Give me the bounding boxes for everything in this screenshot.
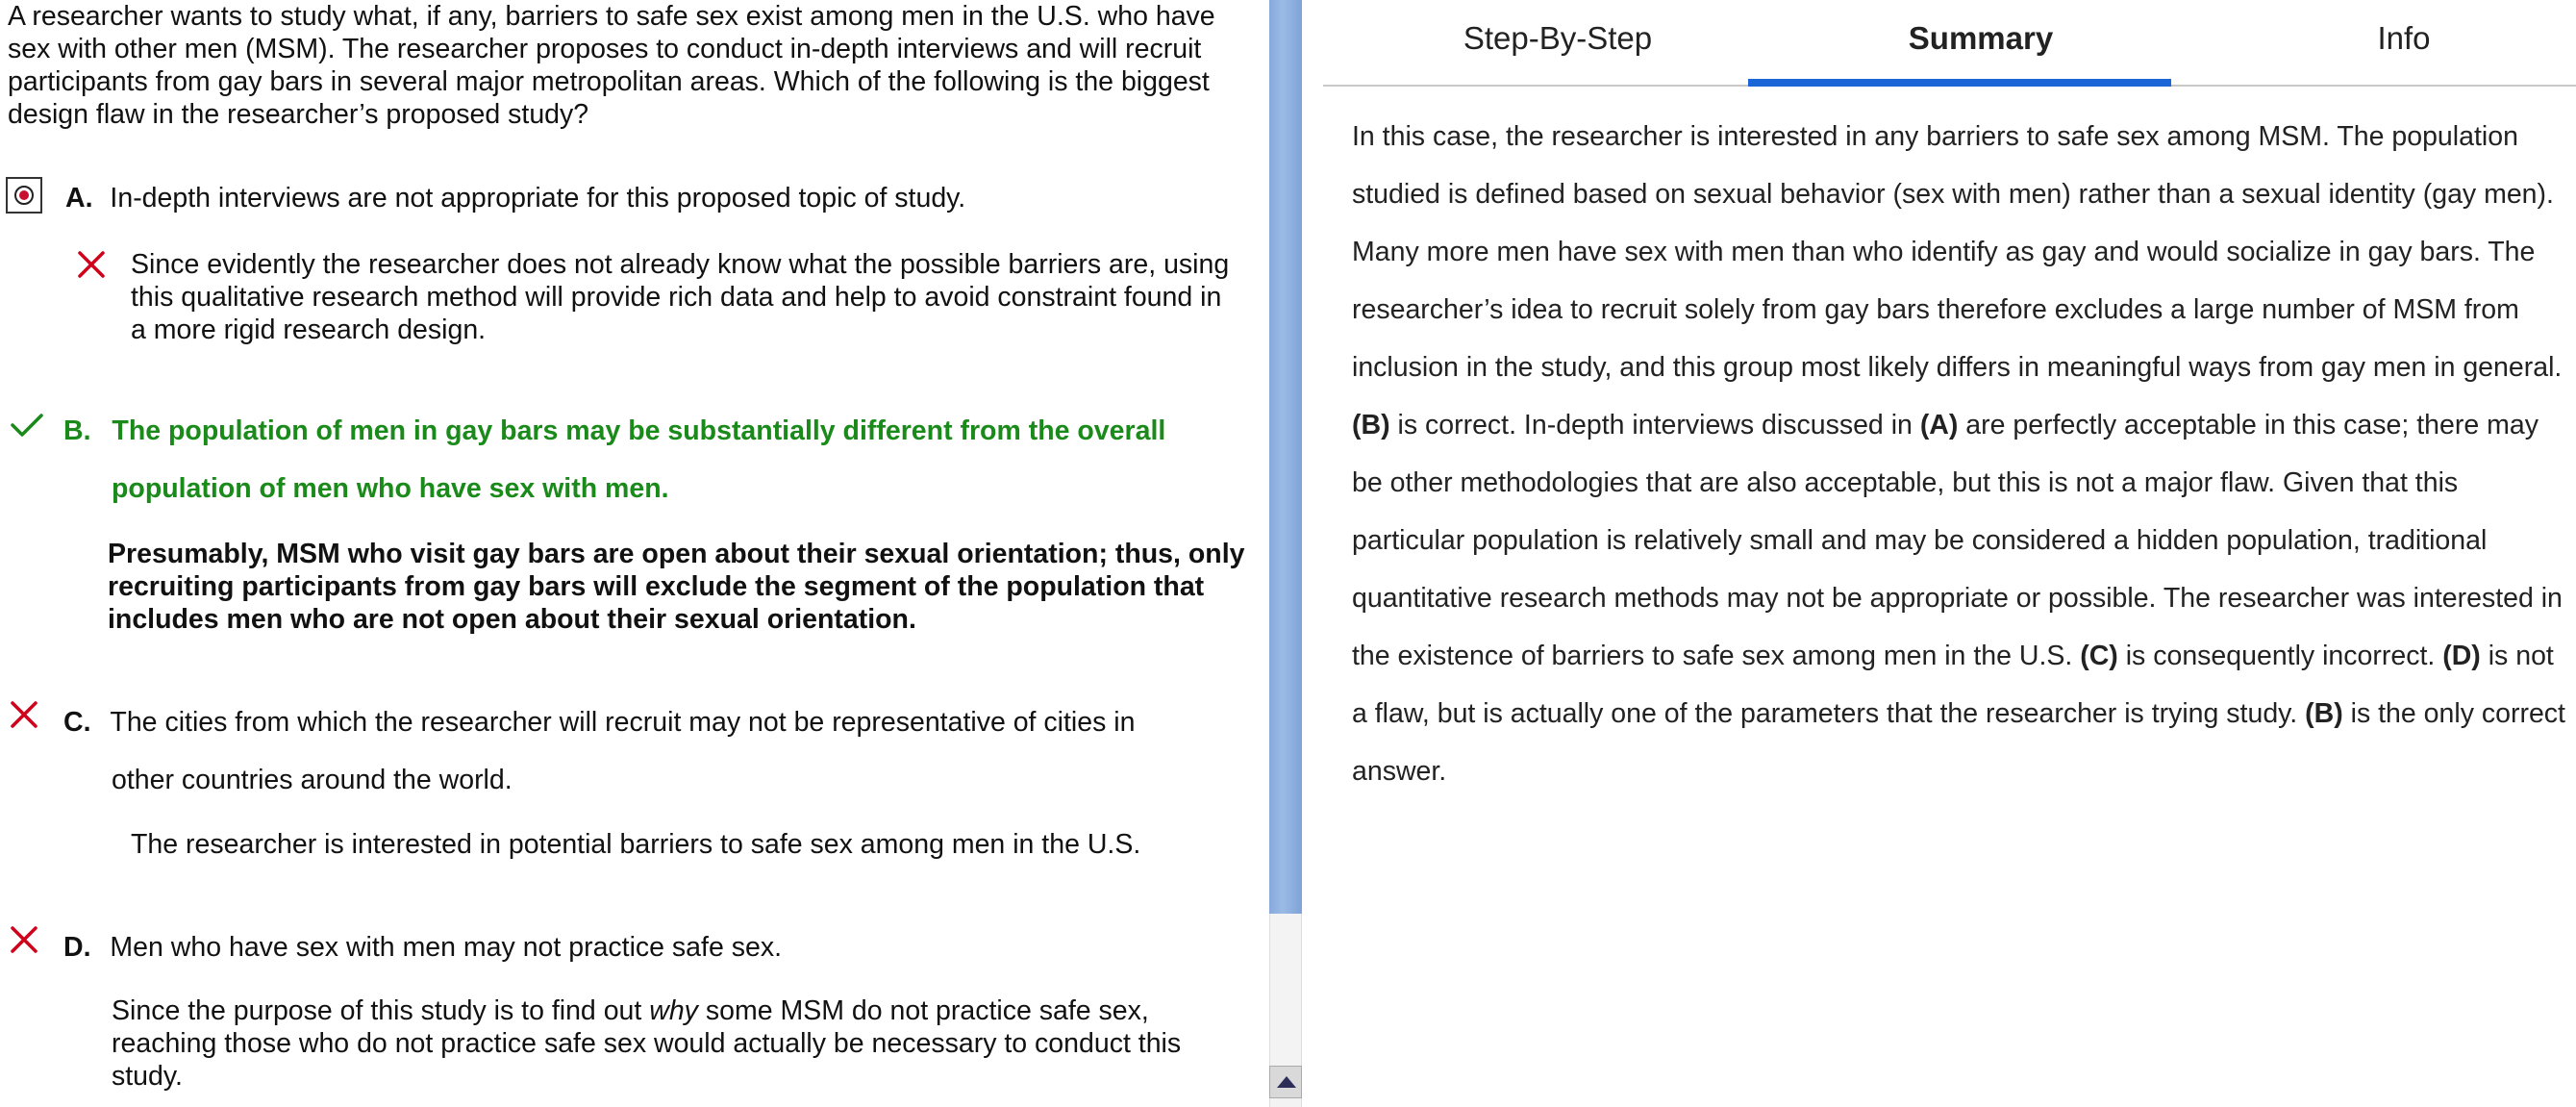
tab-bar: [1323, 0, 2576, 87]
choice-b-text-line2: population of men who have sex with men.: [112, 473, 669, 504]
choice-a[interactable]: [65, 182, 965, 214]
explanation-pane: [1302, 0, 2576, 1107]
summary-s3: are perfectly acceptable in this case; there may be other methodologies that are also acceptable, but this is not a major flaw. Given that this particular population is relatively small and may be considered a hidden population, traditional quantitative research methods may not be appropriate or possible. The researcher was interested in the existence of barriers to safe sex among men in the U.S.: [1352, 410, 2563, 671]
summary-ref-c: (C): [2080, 641, 2118, 671]
choice-b-text-line1: The population of men in gay bars may be substantially different from the overall: [112, 415, 1166, 446]
summary-ref-b: (B): [1352, 410, 1390, 440]
choice-b-explanation: Presumably, MSM who visit gay bars are open about their sexual orientation; thus, only recruiting participants from gay bars will exclude the segment of the population that includes men who are not open about their sexual orientation.: [108, 539, 1245, 635]
choice-a-explanation: Since evidently the researcher does not already know what the possible barriers are, using this qualitative research method will provide rich data and help to avoid constraint found in a more rigid research design.: [131, 249, 1230, 345]
summary-s6: is the only correct answer.: [1352, 698, 2565, 787]
x-mark-icon: [10, 925, 38, 954]
tab-summary[interactable]: Summary: [1908, 20, 2054, 56]
active-tab-indicator: [1748, 79, 2171, 87]
scroll-up-arrow-icon: [1277, 1076, 1296, 1088]
checkmark-icon: [10, 412, 44, 439]
choice-d-letter: D.: [63, 932, 91, 963]
x-mark-icon: [10, 700, 38, 729]
choice-c-explanation: The researcher is interested in potential barriers to safe sex among men in the U.S.: [131, 829, 1141, 860]
choice-a-letter: A.: [65, 183, 93, 214]
question-pane: [0, 0, 1269, 1107]
summary-s5: is not a flaw, but is actually one of the parameters that the researcher is trying study.: [1352, 641, 2554, 729]
summary-ref-b2: (B): [2305, 698, 2343, 729]
tab-info[interactable]: Info: [2377, 20, 2431, 56]
choice-a-text: In-depth interviews are not appropriate for this proposed topic of study.: [110, 183, 966, 214]
choice-d-explanation-post: some MSM do not practice safe sex, reaching those who do not practice safe sex would actually be necessary to conduct this study.: [112, 995, 1182, 1092]
summary-s2: is correct. In-depth interviews discussed in: [1389, 410, 1920, 440]
choice-c[interactable]: [63, 706, 1135, 739]
summary-s4: is consequently incorrect.: [2117, 641, 2443, 671]
choice-d-explanation: [112, 994, 1256, 1093]
x-mark-icon: [77, 250, 106, 279]
summary-ref-d: (D): [2442, 641, 2481, 671]
choice-a-radio[interactable]: [6, 177, 42, 214]
choice-d-explanation-pre: Since the purpose of this study is to find out: [112, 995, 650, 1026]
choice-d-text: Men who have sex with men may not practice safe sex.: [110, 932, 782, 963]
choice-c-text-line2: other countries around the world.: [112, 765, 513, 795]
choice-d-explanation-emphasis: why: [649, 995, 698, 1026]
choice-b[interactable]: [63, 415, 1165, 447]
summary-s1: In this case, the researcher is interested in any barriers to safe sex among MSM. The population studied is defined based on sexual behavior (sex with men) rather than a sexual identity (gay men). Many more men have sex with men than who identify as gay and would socialize in gay bars. The researcher’s idea to recruit solely from gay bars therefore excludes a large number of MSM from inclusion in the study, and this group most likely differs in meaningful ways from gay men in general.: [1352, 121, 2563, 383]
choice-c-text-line1: The cities from which the researcher will recruit may not be representative of cities in: [110, 707, 1136, 738]
summary-ref-a: (A): [1919, 410, 1959, 440]
summary-text: [1352, 108, 2573, 800]
question-text: A researcher wants to study what, if any, barriers to safe sex exist among men in the U.S. who have sex with other men (MSM). The researcher proposes to conduct in-depth interviews and will recruit participants from gay bars in several major metropolitan areas. Which of the following is the biggest design flaw in the researcher’s proposed study?: [8, 1, 1215, 130]
choice-c-letter: C.: [63, 707, 91, 738]
choice-d[interactable]: [63, 931, 782, 964]
radio-dot: [19, 190, 29, 200]
scrollbar-thumb[interactable]: [1269, 0, 1302, 914]
tab-step-by-step[interactable]: Step-By-Step: [1463, 20, 1653, 56]
scroll-up-button[interactable]: [1269, 1066, 1302, 1098]
choice-b-letter: B.: [63, 415, 91, 446]
